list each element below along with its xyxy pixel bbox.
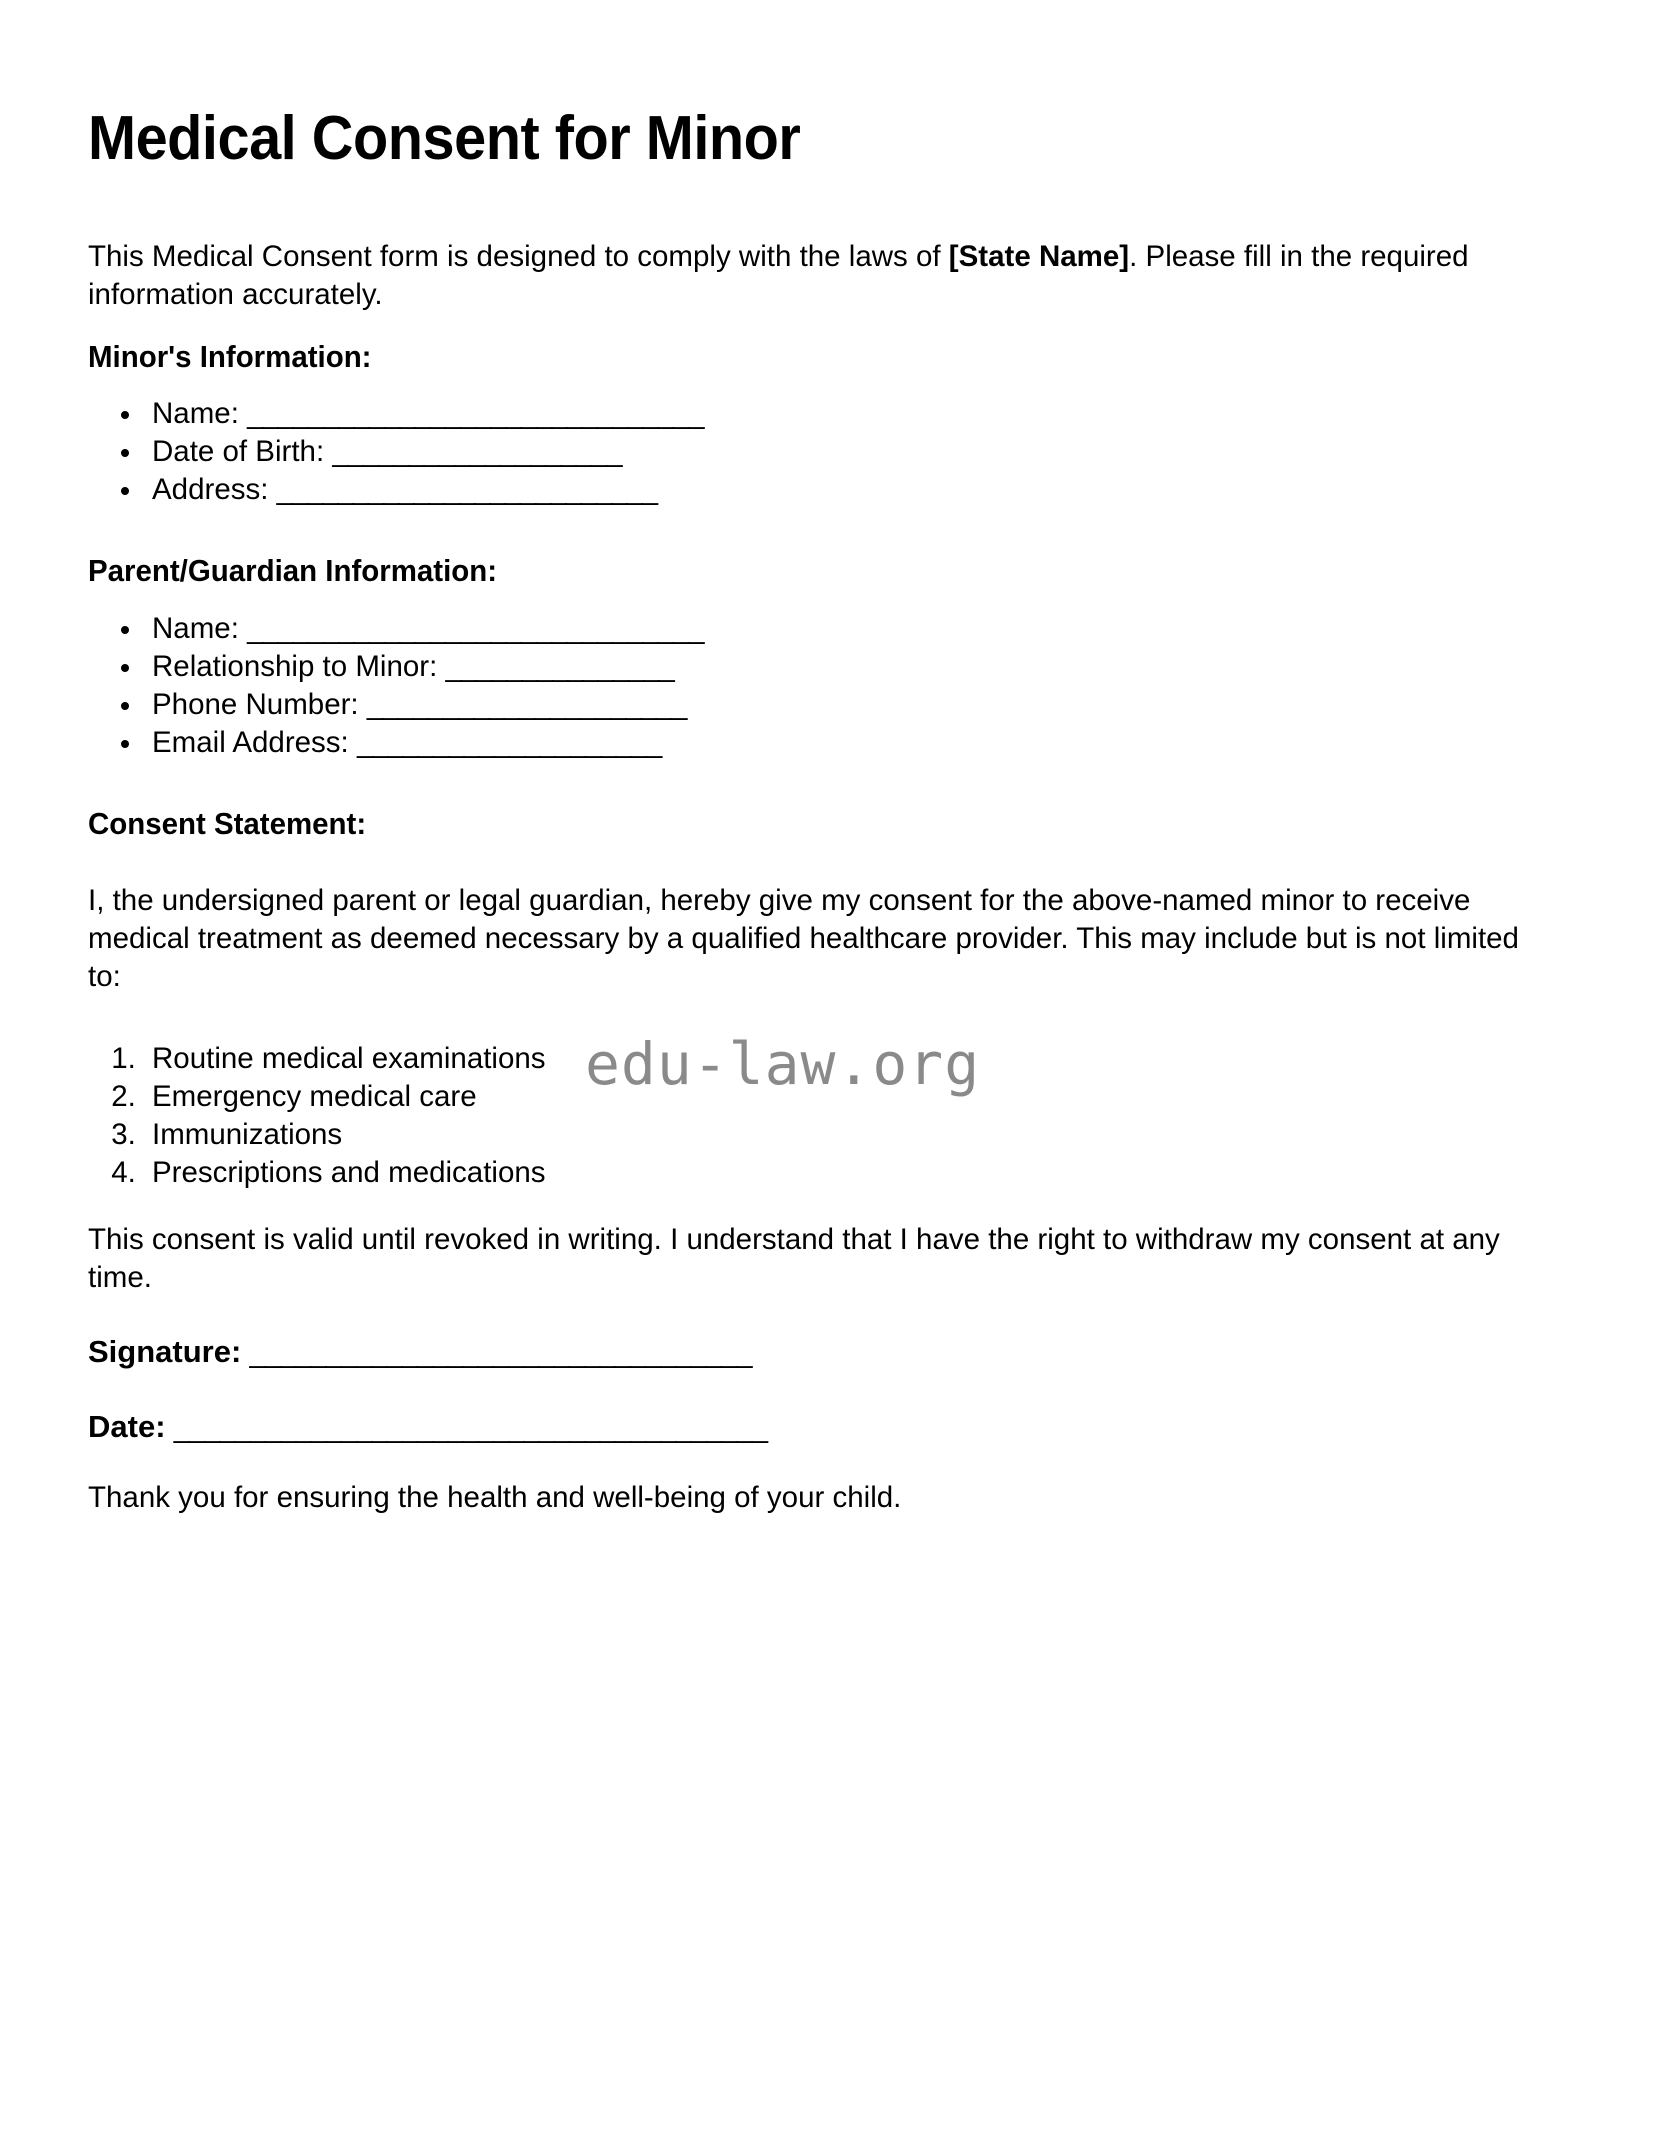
field-blank-guardian-email[interactable]: ____________________ — [356, 726, 662, 759]
date-line — [88, 1408, 767, 1447]
list-item — [144, 395, 703, 433]
state-name-placeholder: [State Name] — [948, 240, 1130, 273]
field-label-guardian-email: Email Address: — [152, 726, 349, 759]
intro-paragraph — [88, 238, 1550, 314]
list-item — [144, 610, 703, 648]
field-blank-minor-name[interactable]: ______________________________ — [247, 397, 704, 430]
signature-blank[interactable]: _________________________________ — [249, 1336, 752, 1369]
consent-body-paragraph: I, the undersigned parent or legal guardian, hereby give my consent for the above-named minor to receive medical treatment as deemed necessary by a qualified healthcare provider. This may include but is not limited to: — [88, 884, 1519, 993]
list-item — [144, 433, 703, 471]
list-item — [144, 724, 703, 762]
parent-guardian-information-list — [88, 610, 703, 762]
field-blank-guardian-phone[interactable]: _____________________ — [366, 688, 687, 721]
list-item: 4. Prescriptions and medications — [144, 1154, 546, 1192]
signature-line — [88, 1333, 751, 1372]
site-watermark: edu-law.org — [585, 1030, 981, 1098]
field-label-guardian-relationship: Relationship to Minor: — [152, 650, 438, 683]
treatment-types-list — [88, 1040, 546, 1192]
consent-validity-paragraph: This consent is valid until revoked in writing. I understand that I have the right to withdraw my consent at any time. — [88, 1223, 1500, 1294]
list-item: 2. Emergency medical care — [144, 1078, 546, 1116]
section-heading-consent-statement: Consent Statement: — [88, 806, 367, 841]
field-label-guardian-name: Name: — [152, 612, 239, 645]
section-heading-minor-information: Minor's Information: — [88, 339, 372, 374]
field-label-minor-name: Name: — [152, 397, 239, 430]
section-heading-parent-guardian-information: Parent/Guardian Information: — [88, 553, 498, 588]
signature-label: Signature: — [88, 1334, 242, 1369]
field-label-minor-address: Address: — [152, 473, 269, 506]
closing-paragraph: Thank you for ensuring the health and well-being of your child. — [88, 1481, 902, 1514]
list-item — [144, 686, 703, 724]
field-label-guardian-phone: Phone Number: — [152, 688, 359, 721]
list-item: 1. Routine medical examinations — [144, 1040, 546, 1078]
field-blank-guardian-relationship[interactable]: _______________ — [445, 650, 674, 683]
intro-text-after: . Please fill in the required information accurately. — [88, 240, 1469, 311]
page-title: Medical Consent for Minor — [88, 104, 801, 173]
list-item — [144, 648, 703, 686]
field-blank-minor-dob[interactable]: ___________________ — [332, 435, 622, 468]
date-blank[interactable]: _______________________________________ — [173, 1411, 767, 1444]
field-label-minor-dob: Date of Birth: — [152, 435, 325, 468]
field-blank-guardian-name[interactable]: ______________________________ — [247, 612, 704, 645]
date-label: Date: — [88, 1409, 166, 1444]
field-blank-minor-address[interactable]: _________________________ — [276, 473, 657, 506]
list-item — [144, 471, 703, 509]
list-item: 3. Immunizations — [144, 1116, 546, 1154]
minor-information-list — [88, 395, 703, 509]
intro-text-before: This Medical Consent form is designed to comply with the laws of — [88, 240, 949, 273]
